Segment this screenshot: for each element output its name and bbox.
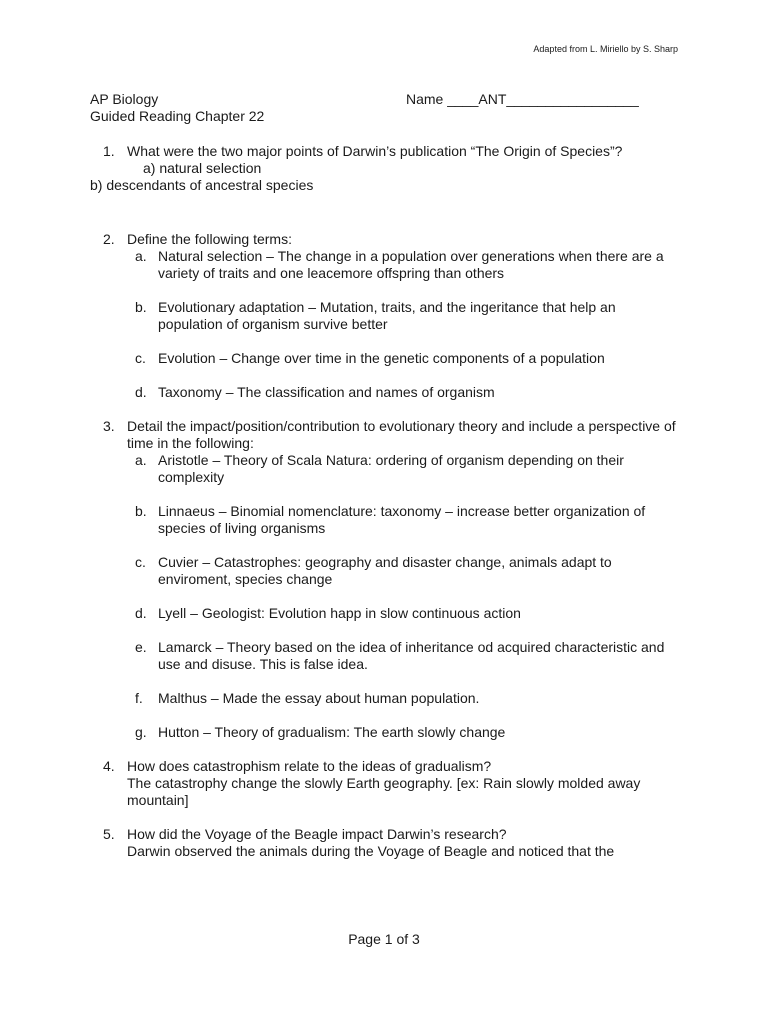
item-text: Natural selection – The change in a population over generations when there are a variety of traits and one leacemore offspring than others <box>158 248 664 281</box>
item-text: Taxonomy – The classification and names of organism <box>158 384 495 400</box>
scientist-item <box>90 452 680 486</box>
course-title: AP Biology <box>90 91 159 107</box>
question-number: 5. <box>103 826 115 842</box>
term-item <box>90 350 680 367</box>
question-number: 2. <box>103 231 115 247</box>
scientist-item <box>90 690 680 707</box>
question-text: How did the Voyage of the Beagle impact Darwin’s research? <box>127 826 507 842</box>
item-letter: c. <box>135 554 146 570</box>
term-item <box>90 299 680 333</box>
item-letter: g. <box>135 724 147 740</box>
question-text: What were the two major points of Darwin’s publication “The Origin of Species”? <box>127 143 623 159</box>
item-letter: f. <box>135 690 143 706</box>
scientist-item <box>90 554 680 588</box>
item-letter: a. <box>135 452 147 468</box>
item-text: Evolutionary adaptation – Mutation, traits, and the ingeritance that help an population of organism survive better <box>158 299 616 332</box>
answer-4: The catastrophy change the slowly Earth geography. [ex: Rain slowly molded away mountain] <box>127 775 641 808</box>
answer-5: Darwin observed the animals during the Voyage of Beagle and noticed that the <box>127 843 615 859</box>
item-text: Evolution – Change over time in the genetic components of a population <box>158 350 605 366</box>
question-text: Detail the impact/position/contribution to evolutionary theory and include a perspective of time in the following: <box>127 418 676 451</box>
scientist-item <box>90 639 680 673</box>
item-text: Lyell – Geologist: Evolution happ in slow continuous action <box>158 605 521 621</box>
item-letter: b. <box>135 299 147 315</box>
question-number: 3. <box>103 418 115 434</box>
page-footer: Page 1 of 3 <box>348 931 420 947</box>
answer-1a: a) natural selection <box>143 160 262 176</box>
question-text: Define the following terms: <box>127 231 292 247</box>
student-name-field: Name ____ANT_________________ <box>406 91 639 107</box>
credit-line: Adapted from L. Miriello by S. Sharp <box>533 44 678 54</box>
item-letter: d. <box>135 384 147 400</box>
question-number: 4. <box>103 758 115 774</box>
item-text: Lamarck – Theory based on the idea of inheritance od acquired characteristic and use and disuse. This is false idea. <box>158 639 665 672</box>
item-letter: b. <box>135 503 147 519</box>
question-2 <box>90 231 680 248</box>
item-text: Cuvier – Catastrophes: geography and disaster change, animals adapt to enviroment, species change <box>158 554 612 587</box>
question-number: 1. <box>103 143 115 159</box>
question-5 <box>90 826 680 860</box>
item-letter: e. <box>135 639 147 655</box>
question-text: How does catastrophism relate to the ideas of gradualism? <box>127 758 492 774</box>
item-text: Hutton – Theory of gradualism: The earth slowly change <box>158 724 506 740</box>
item-letter: a. <box>135 248 147 264</box>
question-3 <box>90 418 680 452</box>
item-text: Malthus – Made the essay about human population. <box>158 690 480 706</box>
scientist-item <box>90 605 680 622</box>
item-text: Aristotle – Theory of Scala Natura: ordering of organism depending on their complexity <box>158 452 624 485</box>
questions <box>90 143 680 860</box>
term-item <box>90 248 680 282</box>
item-letter: c. <box>135 350 146 366</box>
assignment-title: Guided Reading Chapter 22 <box>90 108 265 124</box>
scientist-item <box>90 724 680 741</box>
question-1 <box>90 143 680 160</box>
item-letter: d. <box>135 605 147 621</box>
scientist-item <box>90 503 680 537</box>
answer-1b: b) descendants of ancestral species <box>90 177 314 193</box>
question-4 <box>90 758 680 809</box>
item-text: Linnaeus – Binomial nomenclature: taxonomy – increase better organization of species of living organisms <box>158 503 646 536</box>
term-item <box>90 384 680 401</box>
